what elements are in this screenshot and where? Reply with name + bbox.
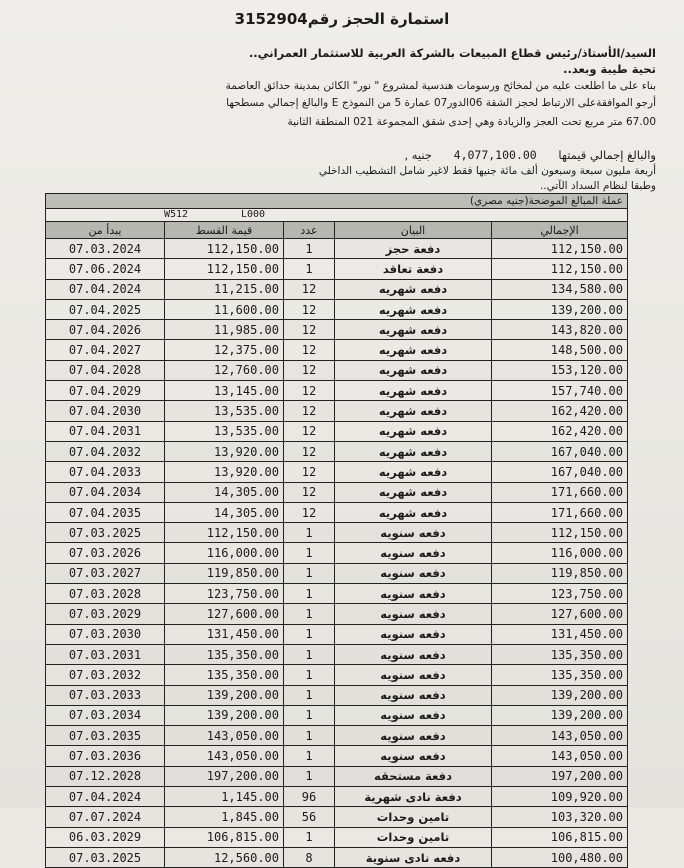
count-cell: 56 bbox=[284, 807, 335, 827]
count-cell: 12 bbox=[284, 320, 335, 340]
total-cell: 127,600.00 bbox=[492, 604, 628, 624]
start-date-cell: 07.03.2027 bbox=[46, 563, 165, 583]
total-cell: 139,200.00 bbox=[492, 705, 628, 725]
total-cell: 139,200.00 bbox=[492, 685, 628, 705]
installment-cell: 11,215.00 bbox=[165, 279, 284, 299]
installment-cell: 13,920.00 bbox=[165, 441, 284, 461]
table-row bbox=[46, 441, 628, 461]
description-cell: تامين وحدات bbox=[335, 807, 492, 827]
count-cell: 1 bbox=[284, 644, 335, 664]
description-cell: دفعه سنويه bbox=[335, 644, 492, 664]
price-in-words: أربعة مليون سبعة وسبعون ألف مائة جنيها فقط لاغير شامل التشطيب الداخلي bbox=[318, 165, 656, 177]
total-cell: 112,150.00 bbox=[492, 523, 628, 543]
table-row bbox=[46, 705, 628, 725]
description-cell: دفعه شهريه bbox=[335, 502, 492, 522]
table-row bbox=[46, 766, 628, 786]
installment-cell: 119,850.00 bbox=[165, 563, 284, 583]
description-cell: دفعة مستحقه bbox=[335, 766, 492, 786]
total-cell: 167,040.00 bbox=[492, 441, 628, 461]
description-cell: دفعه نادى سنوية bbox=[335, 847, 492, 867]
letter-line-1: بناء على ما اطلعت عليه من لمخائح ورسومات هندسية لمشروع " نور" الكائن بمدينة حدائق العاصمة bbox=[225, 80, 656, 92]
count-cell: 12 bbox=[284, 401, 335, 421]
code-left: W512 bbox=[164, 209, 189, 220]
table-row bbox=[46, 584, 628, 604]
table-row bbox=[46, 340, 628, 360]
installment-cell: 14,305.00 bbox=[165, 502, 284, 522]
total-price-line bbox=[404, 148, 656, 162]
installment-cell: 135,350.00 bbox=[165, 644, 284, 664]
start-date-cell: 07.03.2031 bbox=[46, 644, 165, 664]
total-cell: 100,480.00 bbox=[492, 847, 628, 867]
description-cell: تامين وحدات bbox=[335, 827, 492, 847]
start-date-cell: 07.04.2035 bbox=[46, 502, 165, 522]
installment-cell: 197,200.00 bbox=[165, 766, 284, 786]
table-row bbox=[46, 279, 628, 299]
total-cell: 109,920.00 bbox=[492, 787, 628, 807]
start-date-cell: 07.06.2024 bbox=[46, 259, 165, 279]
schedule-table bbox=[45, 221, 628, 868]
table-row bbox=[46, 360, 628, 380]
start-date-cell: 07.04.2032 bbox=[46, 441, 165, 461]
table-row bbox=[46, 401, 628, 421]
description-cell: دفعه شهريه bbox=[335, 299, 492, 319]
count-cell: 12 bbox=[284, 299, 335, 319]
total-cell: 134,580.00 bbox=[492, 279, 628, 299]
total-cell: 106,815.00 bbox=[492, 827, 628, 847]
count-cell: 12 bbox=[284, 381, 335, 401]
start-date-cell: 07.04.2024 bbox=[46, 787, 165, 807]
count-cell: 1 bbox=[284, 563, 335, 583]
start-date-cell: 07.03.2025 bbox=[46, 847, 165, 867]
code-row bbox=[45, 208, 628, 221]
header-description: البيان bbox=[335, 222, 492, 239]
count-cell: 1 bbox=[284, 239, 335, 259]
description-cell: دفعه سنويه bbox=[335, 523, 492, 543]
installment-cell: 112,150.00 bbox=[165, 523, 284, 543]
count-cell: 12 bbox=[284, 421, 335, 441]
installment-cell: 112,150.00 bbox=[165, 259, 284, 279]
description-cell: دفعه سنويه bbox=[335, 665, 492, 685]
count-cell: 1 bbox=[284, 827, 335, 847]
installment-cell: 139,200.00 bbox=[165, 685, 284, 705]
installment-cell: 127,600.00 bbox=[165, 604, 284, 624]
header-total: الإجمالي bbox=[492, 222, 628, 239]
total-cell: 167,040.00 bbox=[492, 462, 628, 482]
installment-cell: 14,305.00 bbox=[165, 482, 284, 502]
installment-cell: 139,200.00 bbox=[165, 705, 284, 725]
description-cell: دفعه سنويه bbox=[335, 604, 492, 624]
start-date-cell: 07.03.2025 bbox=[46, 523, 165, 543]
total-cell: 119,850.00 bbox=[492, 563, 628, 583]
count-cell: 12 bbox=[284, 482, 335, 502]
total-cell: 171,660.00 bbox=[492, 502, 628, 522]
table-row bbox=[46, 239, 628, 259]
installment-cell: 11,985.00 bbox=[165, 320, 284, 340]
table-row bbox=[46, 604, 628, 624]
start-date-cell: 07.04.2024 bbox=[46, 279, 165, 299]
installment-cell: 13,920.00 bbox=[165, 462, 284, 482]
description-cell: دفعه شهريه bbox=[335, 360, 492, 380]
count-cell: 1 bbox=[284, 584, 335, 604]
installment-cell: 1,845.00 bbox=[165, 807, 284, 827]
count-cell: 12 bbox=[284, 360, 335, 380]
currency-caption: عملة المبالغ الموضحة(جنيه مصري) bbox=[45, 193, 628, 208]
start-date-cell: 07.04.2034 bbox=[46, 482, 165, 502]
start-date-cell: 07.03.2030 bbox=[46, 624, 165, 644]
price-value: 4,077,100.00 bbox=[453, 148, 537, 162]
total-cell: 131,450.00 bbox=[492, 624, 628, 644]
total-cell: 143,050.00 bbox=[492, 746, 628, 766]
installment-cell: 12,375.00 bbox=[165, 340, 284, 360]
description-cell: دفعه سنويه bbox=[335, 624, 492, 644]
description-cell: دفعه شهريه bbox=[335, 482, 492, 502]
table-row bbox=[46, 320, 628, 340]
description-cell: دفعه سنويه bbox=[335, 563, 492, 583]
total-cell: 123,750.00 bbox=[492, 584, 628, 604]
description-cell: دفعه شهريه bbox=[335, 421, 492, 441]
description-cell: دفعه شهريه bbox=[335, 320, 492, 340]
installment-cell: 12,560.00 bbox=[165, 847, 284, 867]
price-currency: جنيه , bbox=[404, 148, 432, 162]
installment-cell: 135,350.00 bbox=[165, 665, 284, 685]
count-cell: 1 bbox=[284, 665, 335, 685]
start-date-cell: 07.03.2028 bbox=[46, 584, 165, 604]
description-cell: دفعه شهريه bbox=[335, 441, 492, 461]
table-row bbox=[46, 482, 628, 502]
table-row bbox=[46, 685, 628, 705]
form-title: استمارة الحجز رقم3152904 bbox=[234, 10, 450, 28]
count-cell: 1 bbox=[284, 705, 335, 725]
total-cell: 153,120.00 bbox=[492, 360, 628, 380]
start-date-cell: 07.04.2028 bbox=[46, 360, 165, 380]
schedule-body bbox=[46, 239, 628, 868]
total-cell: 157,740.00 bbox=[492, 381, 628, 401]
start-date-cell: 07.07.2024 bbox=[46, 807, 165, 827]
header-row bbox=[46, 222, 628, 239]
installment-cell: 123,750.00 bbox=[165, 584, 284, 604]
count-cell: 12 bbox=[284, 279, 335, 299]
description-cell: دفعه سنويه bbox=[335, 746, 492, 766]
count-cell: 12 bbox=[284, 462, 335, 482]
total-cell: 116,000.00 bbox=[492, 543, 628, 563]
count-cell: 12 bbox=[284, 340, 335, 360]
start-date-cell: 07.03.2033 bbox=[46, 685, 165, 705]
table-row bbox=[46, 502, 628, 522]
total-cell: 135,350.00 bbox=[492, 644, 628, 664]
count-cell: 1 bbox=[284, 543, 335, 563]
description-cell: دفعه شهريه bbox=[335, 462, 492, 482]
table-row bbox=[46, 726, 628, 746]
payment-system-intro: وطبقا لنظام السداد الآتي.. bbox=[539, 180, 656, 192]
installment-cell: 1,145.00 bbox=[165, 787, 284, 807]
table-row bbox=[46, 523, 628, 543]
installment-cell: 131,450.00 bbox=[165, 624, 284, 644]
table-row bbox=[46, 563, 628, 583]
description-cell: دفعه سنويه bbox=[335, 726, 492, 746]
table-row bbox=[46, 847, 628, 867]
description-cell: دفعة تعاقد bbox=[335, 259, 492, 279]
description-cell: دفعه سنويه bbox=[335, 685, 492, 705]
description-cell: دفعه سنويه bbox=[335, 705, 492, 725]
total-cell: 103,320.00 bbox=[492, 807, 628, 827]
count-cell: 12 bbox=[284, 502, 335, 522]
count-cell: 1 bbox=[284, 685, 335, 705]
description-cell: دفعة نادى شهرية bbox=[335, 787, 492, 807]
total-cell: 143,820.00 bbox=[492, 320, 628, 340]
installment-cell: 143,050.00 bbox=[165, 726, 284, 746]
header-count: عدد bbox=[284, 222, 335, 239]
count-cell: 96 bbox=[284, 787, 335, 807]
start-date-cell: 07.04.2027 bbox=[46, 340, 165, 360]
start-date-cell: 07.04.2031 bbox=[46, 421, 165, 441]
count-cell: 12 bbox=[284, 441, 335, 461]
installment-cell: 13,145.00 bbox=[165, 381, 284, 401]
description-cell: دفعه شهريه bbox=[335, 401, 492, 421]
start-date-cell: 07.04.2025 bbox=[46, 299, 165, 319]
installment-cell: 106,815.00 bbox=[165, 827, 284, 847]
start-date-cell: 07.04.2033 bbox=[46, 462, 165, 482]
description-cell: دفعه شهريه bbox=[335, 381, 492, 401]
total-cell: 171,660.00 bbox=[492, 482, 628, 502]
table-row bbox=[46, 381, 628, 401]
table-row bbox=[46, 259, 628, 279]
start-date-cell: 07.03.2032 bbox=[46, 665, 165, 685]
header-start: يبدأ من bbox=[46, 222, 165, 239]
table-row bbox=[46, 665, 628, 685]
description-cell: دفعه سنويه bbox=[335, 584, 492, 604]
total-cell: 162,420.00 bbox=[492, 421, 628, 441]
total-cell: 162,420.00 bbox=[492, 401, 628, 421]
table-row bbox=[46, 746, 628, 766]
count-cell: 1 bbox=[284, 259, 335, 279]
installment-cell: 143,050.00 bbox=[165, 746, 284, 766]
code-right: L000 bbox=[241, 209, 266, 220]
table-row bbox=[46, 827, 628, 847]
start-date-cell: 07.03.2035 bbox=[46, 726, 165, 746]
start-date-cell: 07.03.2034 bbox=[46, 705, 165, 725]
start-date-cell: 07.03.2026 bbox=[46, 543, 165, 563]
installment-cell: 13,535.00 bbox=[165, 421, 284, 441]
description-cell: دفعة حجز bbox=[335, 239, 492, 259]
count-cell: 1 bbox=[284, 523, 335, 543]
installment-cell: 11,600.00 bbox=[165, 299, 284, 319]
count-cell: 1 bbox=[284, 604, 335, 624]
start-date-cell: 06.03.2029 bbox=[46, 827, 165, 847]
count-cell: 1 bbox=[284, 726, 335, 746]
installment-cell: 116,000.00 bbox=[165, 543, 284, 563]
start-date-cell: 07.03.2036 bbox=[46, 746, 165, 766]
salutation: السيد/الأستاذ/رئيس قطاع المبيعات بالشركة العربية للاستثمار العمراني.. bbox=[248, 46, 656, 60]
total-cell: 197,200.00 bbox=[492, 766, 628, 786]
start-date-cell: 07.03.2029 bbox=[46, 604, 165, 624]
table-row bbox=[46, 299, 628, 319]
total-cell: 148,500.00 bbox=[492, 340, 628, 360]
price-label: والبالغ إجمالي قيمتها bbox=[558, 148, 656, 162]
count-cell: 1 bbox=[284, 624, 335, 644]
greeting: تحية طيبة وبعد.. bbox=[563, 62, 656, 76]
total-cell: 112,150.00 bbox=[492, 259, 628, 279]
table-row bbox=[46, 421, 628, 441]
total-cell: 139,200.00 bbox=[492, 299, 628, 319]
installment-cell: 12,760.00 bbox=[165, 360, 284, 380]
count-cell: 1 bbox=[284, 746, 335, 766]
count-cell: 8 bbox=[284, 847, 335, 867]
description-cell: دفعه شهريه bbox=[335, 279, 492, 299]
start-date-cell: 07.04.2030 bbox=[46, 401, 165, 421]
description-cell: دفعه سنويه bbox=[335, 543, 492, 563]
table-row bbox=[46, 462, 628, 482]
total-cell: 112,150.00 bbox=[492, 239, 628, 259]
table-row bbox=[46, 624, 628, 644]
header-installment: قيمة القسط bbox=[165, 222, 284, 239]
payment-schedule bbox=[45, 193, 628, 868]
letter-line-3: 67.00 متر مربع تحت العجز والزيادة وهي إحدى شقق المجموعة 021 المنطقة الثانية bbox=[287, 116, 656, 128]
letter-line-2: أرجو الموافقةعلى الارتباط لحجز الشقة 06الدور07 عمارة 5 من النموذج E والبالغ إجمالي مسطحها bbox=[226, 97, 656, 109]
start-date-cell: 07.04.2026 bbox=[46, 320, 165, 340]
start-date-cell: 07.03.2024 bbox=[46, 239, 165, 259]
table-row bbox=[46, 787, 628, 807]
start-date-cell: 07.04.2029 bbox=[46, 381, 165, 401]
total-cell: 135,350.00 bbox=[492, 665, 628, 685]
table-row bbox=[46, 644, 628, 664]
table-row bbox=[46, 543, 628, 563]
table-row bbox=[46, 807, 628, 827]
installment-cell: 13,535.00 bbox=[165, 401, 284, 421]
description-cell: دفعه شهريه bbox=[335, 340, 492, 360]
start-date-cell: 07.12.2028 bbox=[46, 766, 165, 786]
installment-cell: 112,150.00 bbox=[165, 239, 284, 259]
total-cell: 143,050.00 bbox=[492, 726, 628, 746]
count-cell: 1 bbox=[284, 766, 335, 786]
